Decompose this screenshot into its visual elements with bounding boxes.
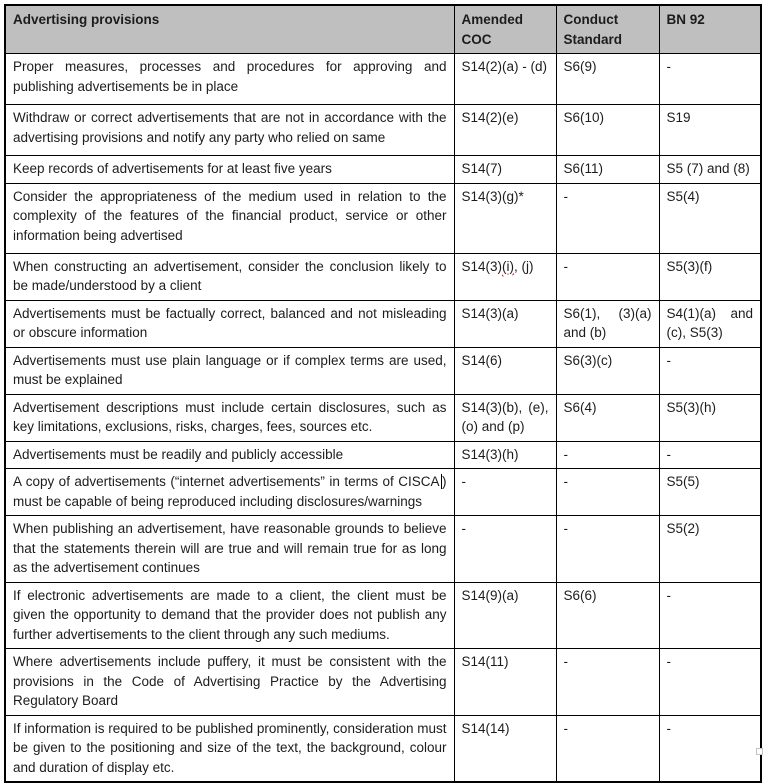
bn92-cell[interactable]: S5 (7) and (8)	[659, 156, 761, 184]
conduct-standard-cell[interactable]: -	[556, 253, 659, 300]
table-body	[5, 54, 761, 783]
conduct-standard-cell[interactable]: S6(10)	[556, 105, 659, 156]
conduct-standard-cell[interactable]: S6(4)	[556, 394, 659, 441]
provision-cell[interactable]: Keep records of advertisements for at least five years	[5, 156, 454, 184]
provision-cell[interactable]: Where advertisements include puffery, it must be consistent with the provisions in the Code of Advertising Practice by the Advertising Regulatory Board	[5, 649, 454, 716]
table-row	[5, 649, 761, 716]
amended-coc-cell[interactable]: S14(9)(a)	[454, 582, 556, 649]
conduct-standard-cell[interactable]: -	[556, 469, 659, 516]
table-row	[5, 156, 761, 184]
bn92-cell[interactable]: S5(2)	[659, 516, 761, 583]
bn92-cell[interactable]: -	[659, 347, 761, 394]
table-row	[5, 582, 761, 649]
amended-coc-cell[interactable]: S14(11)	[454, 649, 556, 716]
amended-coc-cell[interactable]: S14(14)	[454, 715, 556, 782]
table-row	[5, 469, 761, 516]
spellcheck-squiggle-text: (i)	[502, 258, 515, 274]
text-cursor	[441, 474, 443, 489]
conduct-standard-cell[interactable]: S6(9)	[556, 54, 659, 105]
amended-coc-cell[interactable]: S14(6)	[454, 347, 556, 394]
table-row	[5, 347, 761, 394]
table-header-row	[5, 5, 761, 54]
table-header	[5, 5, 761, 54]
bn92-cell[interactable]: -	[659, 649, 761, 716]
amended-coc-cell[interactable]: S14(7)	[454, 156, 556, 184]
provision-cell[interactable]: When constructing an advertisement, consider the conclusion likely to be made/understood by a client	[5, 253, 454, 300]
conduct-standard-cell[interactable]: -	[556, 441, 659, 469]
provision-cell[interactable]: When publishing an advertisement, have reasonable grounds to believe that the statements therein will are true and will remain true for as long as the advertisement continues	[5, 516, 454, 583]
amended-coc-cell[interactable]: S14(3)(a)	[454, 300, 556, 347]
bn92-cell[interactable]: -	[659, 715, 761, 782]
amended-coc-cell[interactable]: S14(3)(b), (e), (o) and (p)	[454, 394, 556, 441]
table-row	[5, 394, 761, 441]
provision-cell[interactable]: Withdraw or correct advertisements that are not in accordance with the advertising provisions and notify any party who relied on same	[5, 105, 454, 156]
bn92-cell[interactable]: S5(5)	[659, 469, 761, 516]
amended-coc-cell[interactable]: -	[454, 469, 556, 516]
table-row	[5, 253, 761, 300]
column-header-amended-coc[interactable]: Amended COC	[454, 5, 556, 54]
table-row	[5, 516, 761, 583]
table-row	[5, 715, 761, 782]
amended-coc-cell[interactable]: S14(3)(g)*	[454, 183, 556, 253]
table-row	[5, 105, 761, 156]
conduct-standard-cell[interactable]: S6(11)	[556, 156, 659, 184]
provision-cell[interactable]: Proper measures, processes and procedures for approving and publishing advertisements be in place	[5, 54, 454, 105]
advertising-provisions-table	[4, 4, 762, 783]
bn92-cell[interactable]: -	[659, 54, 761, 105]
amended-coc-cell[interactable]: S14(3)(i), (j)	[454, 253, 556, 300]
provision-cell[interactable]: If information is required to be published prominently, consideration must be given to the positioning and size of the text, the background, colour and duration of display etc.	[5, 715, 454, 782]
provision-cell[interactable]: If electronic advertisements are made to a client, the client must be given the opportunity to demand that the provider does not publish any further advertisements to the client through any such mediums.	[5, 582, 454, 649]
table-row	[5, 54, 761, 105]
conduct-standard-cell[interactable]: S6(6)	[556, 582, 659, 649]
bn92-cell[interactable]: S5(3)(f)	[659, 253, 761, 300]
bn92-cell[interactable]: S5(4)	[659, 183, 761, 253]
amended-coc-cell[interactable]: -	[454, 516, 556, 583]
conduct-standard-cell[interactable]: -	[556, 715, 659, 782]
conduct-standard-cell[interactable]: S6(3)(c)	[556, 347, 659, 394]
bn92-cell[interactable]: S4(1)(a) and (c), S5(3)	[659, 300, 761, 347]
column-header-conduct-standard[interactable]: Conduct Standard	[556, 5, 659, 54]
conduct-standard-cell[interactable]: -	[556, 516, 659, 583]
column-header-bn-92[interactable]: BN 92	[659, 5, 761, 54]
provision-cell[interactable]: Advertisements must be readily and publicly accessible	[5, 441, 454, 469]
amended-coc-cell[interactable]: S14(2)(e)	[454, 105, 556, 156]
amended-coc-cell[interactable]: S14(3)(h)	[454, 441, 556, 469]
provision-cell[interactable]: Advertisements must use plain language or if complex terms are used, must be explained	[5, 347, 454, 394]
conduct-standard-cell[interactable]: -	[556, 183, 659, 253]
table-resize-handle[interactable]	[756, 748, 763, 755]
bn92-cell[interactable]: S5(3)(h)	[659, 394, 761, 441]
provision-cell[interactable]: Advertisements must be factually correct, balanced and not misleading or obscure information	[5, 300, 454, 347]
table-row	[5, 183, 761, 253]
bn92-cell[interactable]: -	[659, 441, 761, 469]
provision-cell[interactable]: Advertisement descriptions must include certain disclosures, such as key limitations, exclusions, risks, charges, fees, sources etc.	[5, 394, 454, 441]
conduct-standard-cell[interactable]: -	[556, 649, 659, 716]
provision-cell[interactable]: A copy of advertisements (“internet advertisements” in terms of CISCA ) must be capable of being reproduced including disclosures/warnings	[5, 469, 454, 516]
column-header-advertising-provisions[interactable]: Advertising provisions	[5, 5, 454, 54]
bn92-cell[interactable]: -	[659, 582, 761, 649]
amended-coc-cell[interactable]: S14(2)(a) - (d)	[454, 54, 556, 105]
provision-cell[interactable]: Consider the appropriateness of the medium used in relation to the complexity of the features of the financial product, service or other information being advertised	[5, 183, 454, 253]
table-row	[5, 441, 761, 469]
bn92-cell[interactable]: S19	[659, 105, 761, 156]
conduct-standard-cell[interactable]: S6(1), (3)(a) and (b)	[556, 300, 659, 347]
table-row	[5, 300, 761, 347]
